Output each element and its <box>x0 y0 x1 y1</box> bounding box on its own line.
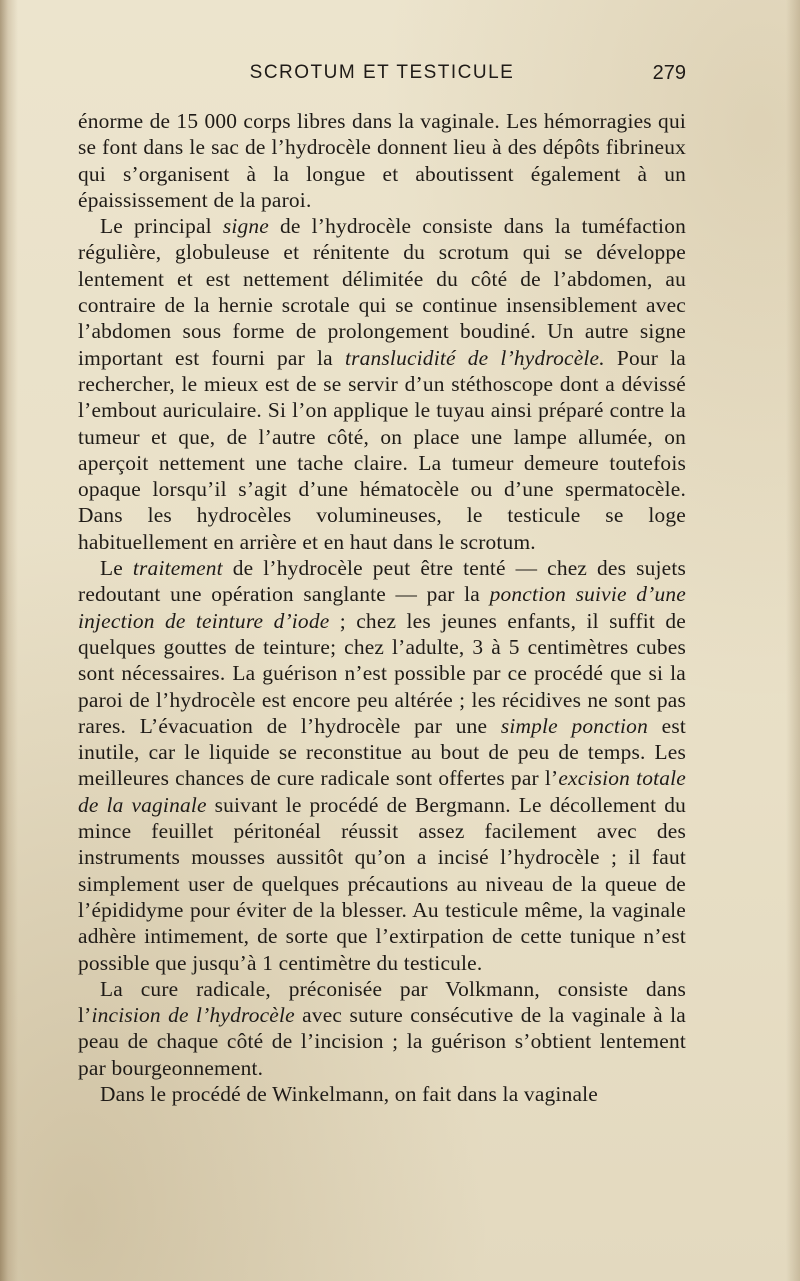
text-span: Le principal <box>100 214 223 239</box>
italic-span: ponction suivie d’une injection de teinture d’iode <box>78 582 686 633</box>
italic-span: signe <box>222 214 269 239</box>
paragraph <box>78 976 686 1081</box>
page-header <box>78 62 686 90</box>
page-binding-shadow <box>0 0 18 1281</box>
paragraph <box>78 108 686 213</box>
text-span: énorme de 15 000 corps libres dans la vaginale. Les hémorragies qui se font dans le sac de l’hydrocèle donnent lieu à des dépôts fibrineux qui s’organisent à la longue et aboutissent également à un épaississement de la paroi. <box>78 109 686 212</box>
paragraph <box>78 555 686 976</box>
running-title: SCROTUM ET TESTICULE <box>249 62 515 83</box>
paragraph <box>78 1081 686 1107</box>
italic-span: simple ponction <box>500 713 648 738</box>
italic-span: translucidité de l’hydrocèle. <box>344 345 605 370</box>
page-number: 279 <box>652 62 686 84</box>
text-span: de l’hydrocèle peut être tenté — chez des sujets redoutant une opération sanglante — par la <box>78 556 686 607</box>
text-span: avec suture consécutive de la vaginale à la peau de chaque côté de l’incision ; la guérison s’obtient lentement par bourgeonnement. <box>78 1003 686 1080</box>
text-span: suivant le procédé de Bergmann. Le décollement du mince feuillet péritonéal réussit assez facilement avec des instruments mousses aussitôt qu’on a incisé l’hydrocèle ; il faut simplement user de quelques précautions au niveau de la queue de l’épididyme pour éviter de la blesser. Au testicule même, la vaginale adhère intimement, de sorte que l’extirpation de cette tunique n’est possible que jusqu’à 1 centimètre du testicule. <box>78 792 687 975</box>
italic-span: traitement <box>132 556 223 581</box>
text-span: Dans le procédé de Winkelmann, on fait dans la vaginale <box>100 1081 598 1106</box>
text-span: de l’hydrocèle consiste dans la tuméfaction régulière, globuleuse et rénitente du scrotum qui se développe lentement et est nettement délimitée du côté de l’abdomen, au contraire de la hernie scrotale qui se continue insensiblement avec l’abdomen sous forme de prolongement boudiné. Un autre signe important est fourni par la <box>78 214 686 370</box>
text-span: ; chez les jeunes enfants, il suffit de quelques gouttes de teinture; chez l’adulte, 3 à 5 centimètres cubes sont nécessaires. La guérison n’est possible par ce procédé que si la paroi de l’hydrocèle est encore peu altérée ; les récidives ne sont pas rares. L’évacuation de l’hydrocèle par une <box>78 608 686 738</box>
text-span: est inutile, car le liquide se reconstitue au bout de peu de temps. Les meilleures chances de cure radicale sont offertes par l’ <box>78 713 686 791</box>
text-span: Pour la rechercher, le mieux est de se servir d’un stéthoscope dont a dévissé l’embout auriculaire. Si l’on applique le tuyau ainsi préparé contre la tumeur et que, de l’autre côté, on place une lampe allumée, on aperçoit nettement une tache claire. La tumeur demeure toutefois opaque lorsqu’il s’agit d’une hématocèle ou d’une spermatocèle. Dans les hydrocèles volumineuses, le testicule se loge habituellement en arrière et en haut dans le scrotum. <box>78 345 686 554</box>
text-span: La cure radicale, préconisée par Volkmann, consiste dans l’ <box>78 976 686 1028</box>
body-text <box>78 108 686 1107</box>
text-span: Le <box>100 556 133 581</box>
italic-span: excision totale de la vaginale <box>78 766 686 817</box>
italic-span: incision de l’hydrocèle <box>91 1003 295 1028</box>
page-edge-shadow <box>786 0 800 1281</box>
paragraph <box>78 213 686 555</box>
